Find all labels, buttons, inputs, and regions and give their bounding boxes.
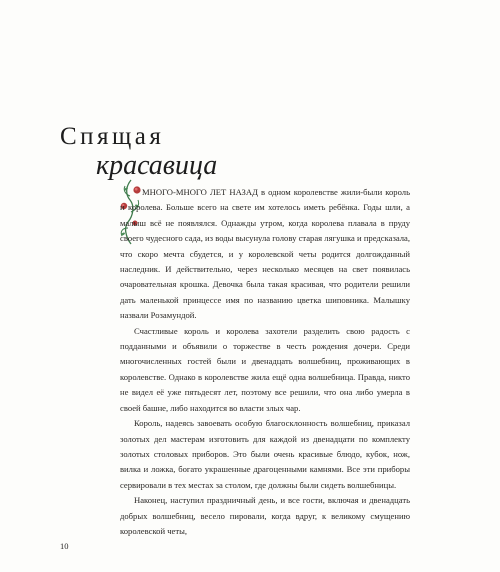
chapter-title-line-2: красавица: [96, 150, 218, 181]
story-text: [120, 185, 410, 539]
story-paragraph-4: Наконец, наступил праздничный день, и все гости, включая и двенадцать добрых волшебниц, весело пировали, когда вдруг, к великому смущению королевской четы,: [120, 495, 410, 536]
story-paragraph-3: Король, надеясь завоевать особую благосклонность волшебниц, приказал золотых дел мастерам изготовить для каждой из двенадцати по комплекту золотых столовых приборов. Это были очень красивые блюдо, кубок, нож, вилка и ложка, богато украшенные драгоценными камнями. Все эти приборы сервировали в тех местах за столом, где должны были сидеть волшебницы.: [120, 418, 410, 490]
chapter-title-line-1: Спящая: [60, 123, 165, 150]
story-paragraph-2: Счастливые король и королева захотели разделить свою радость с подданными и объявили о торжестве в честь рождения дочери. Среди многочисленных гостей были и двенадцать волшебниц, проживающих в королевстве. Однако в королевстве жила ещё одна волшебница. Правда, никто не видел её уже пятьдесят лет, поэтому все решили, что она либо умерла в своей башне, либо находится во власти злых чар.: [120, 325, 410, 413]
story-paragraph-1: МНОГО-МНОГО ЛЕТ НАЗАД в одном королевстве жили-были король и королева. Больше всего на свете им хотелось иметь ребёнка. Годы шли, а малыш всё не появлялся. Однажды утром, когда королева плавала в пруду своего чудесного сада, из воды высунула голову старая лягушка и предсказала, что скоро мечта сбудется, и у королевской четы родится долгожданный наследник. И действительно, через несколько месяцев на свет появилась очаровательная крошка. Девочка была такая красивая, что родители решили дать маленькой принцессе имя по названию цветка шиповника. Малышку назвали Розамундой.: [120, 187, 410, 321]
page-number: 10: [60, 541, 69, 551]
